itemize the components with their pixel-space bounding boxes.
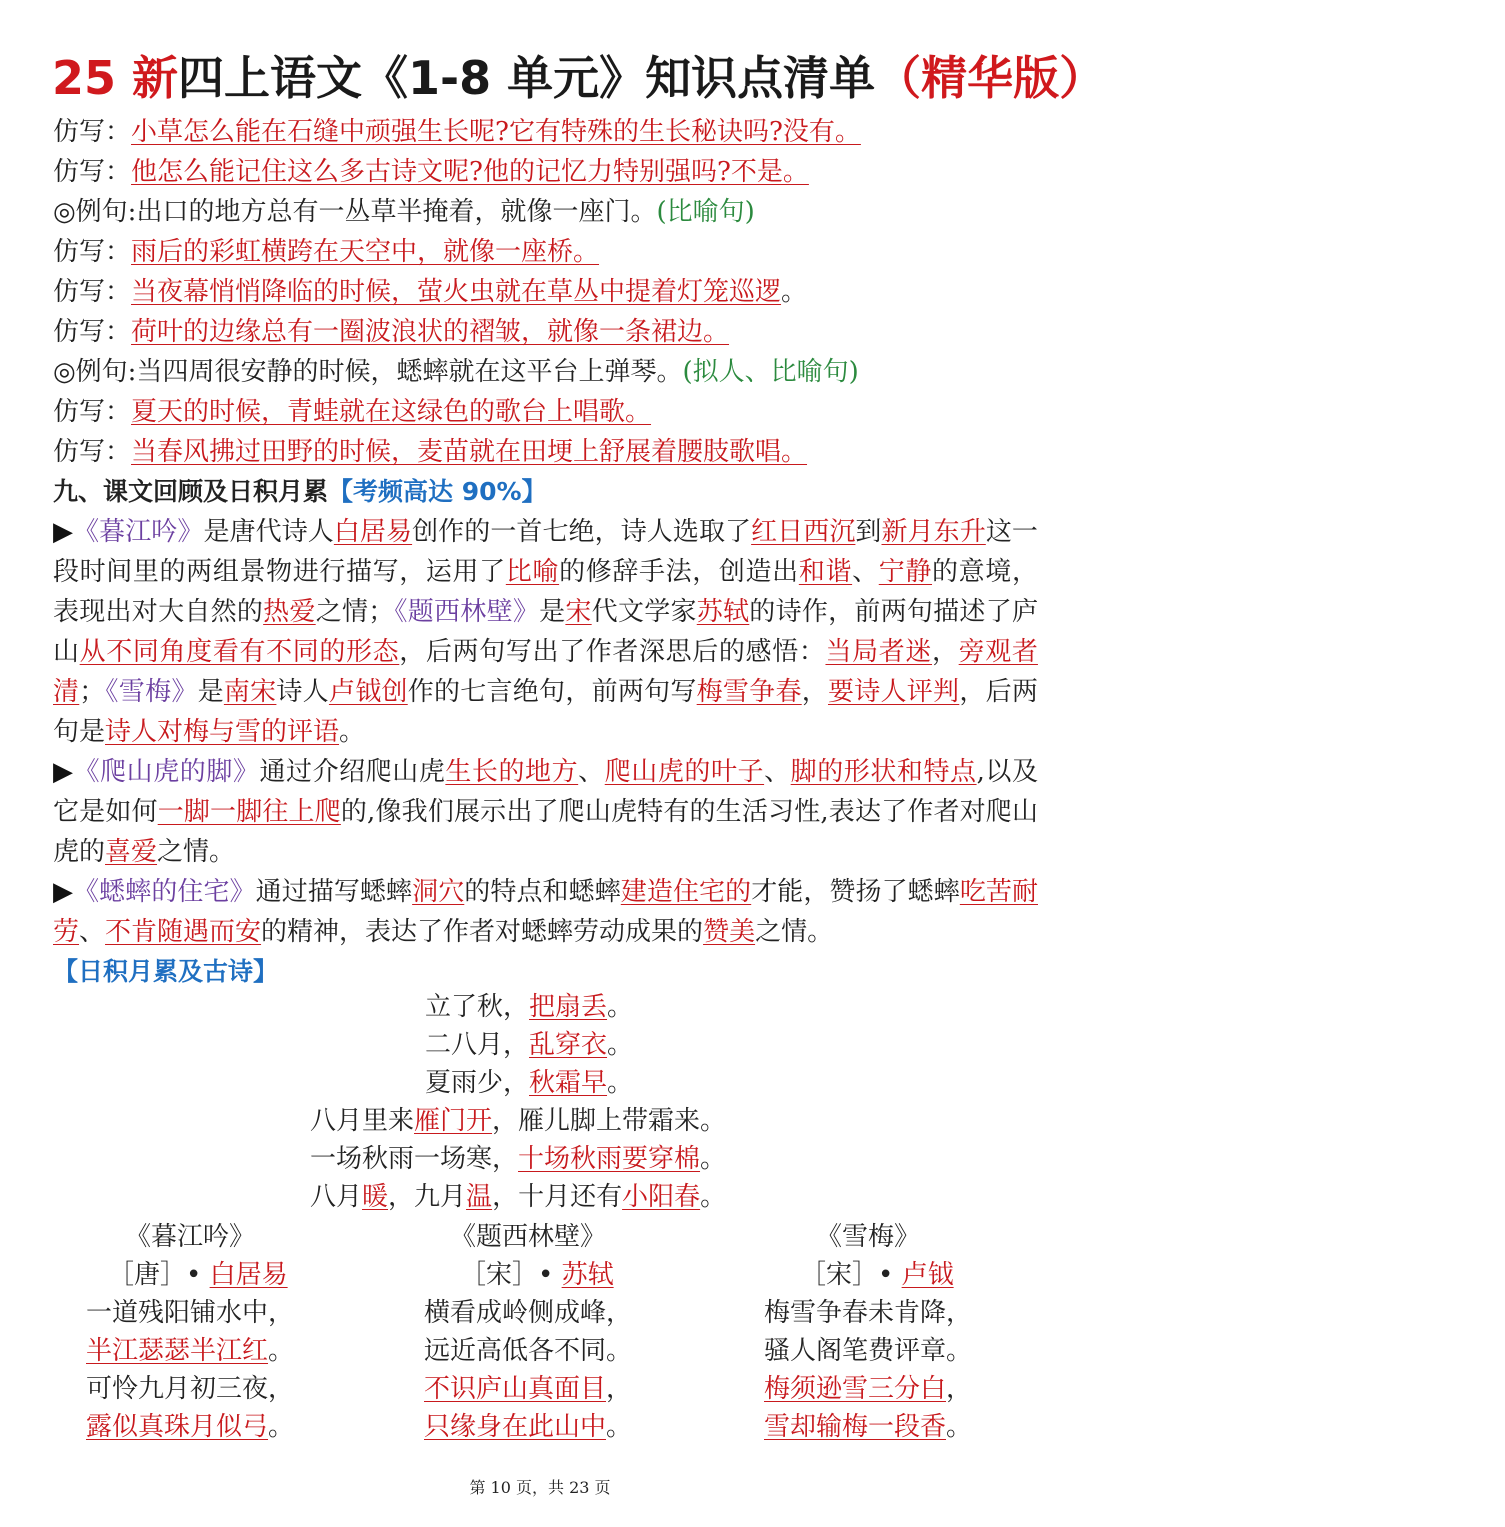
section-heading: 九、课文回顾及日积月累【考频高达 90%】 [53,477,547,506]
sentence-type-tag: (比喻句) [656,197,755,227]
example-sentence: ◎例句:出口的地方总有一丛草半掩着，就像一座门。(比喻句) [53,197,755,227]
title-main: 四上语文《1-8 单元》知识点清单 [178,51,876,105]
imitation-answer: 他怎么能记住这么多古诗文呢?他的记忆力特别强吗?不是。 [131,157,809,187]
poem-title: 《雪梅》 [816,1222,921,1252]
poem-title: 《题西林壁》 [450,1222,607,1252]
proverb-line: 八月暖，九月温，十月还有小阳春。 [310,1182,727,1212]
review-paragraph: ▶《蟋蟀的住宅》通过描写蟋蟀洞穴的特点和蟋蟀建造住宅的才能，赞扬了蟋蟀吃苦耐劳、不肯随遇而安的精神，表达了作者对蟋蟀劳动成果的赞美之情。 [53,877,1038,947]
section-heading-daily: 【日积月累及古诗】 [53,957,279,986]
imitation-line: 仿写：荷叶的边缘总有一圈波浪状的褶皱，就像一条裙边。 [53,317,730,347]
poem-author: 卢钺 [901,1260,954,1290]
frequency-tag: 【考频高达 90%】 [328,477,547,506]
proverb-line: 夏雨少，秋霜早。 [425,1068,634,1098]
imitation-line: 仿写：小草怎么能在石缝中顽强生长呢?它有特殊的生长秘诀吗?没有。 [53,117,861,147]
imitation-answer: 小草怎么能在石缝中顽强生长呢?它有特殊的生长秘诀吗?没有。 [131,117,861,147]
title-number: 25 新 [52,51,179,105]
poem-author-line: ［宋］• 卢钺 [800,1260,954,1290]
example-sentence: ◎例句:当四周很安静的时候，蟋蟀就在这平台上弹琴。(拟人、比喻句) [53,357,859,387]
imitation-line: 仿写：当夜幕悄悄降临的时候，萤火虫就在草丛中提着灯笼巡逻。 [53,277,808,307]
sentence-type-tag: (拟人、比喻句) [682,357,859,387]
poem-title: 《暮江吟》 [125,1222,256,1252]
imitation-line: 仿写：雨后的彩虹横跨在天空中，就像一座桥。 [53,237,600,267]
poem-author-line: ［宋］• 苏轼 [460,1260,614,1290]
proverb-list [0,988,1080,1216]
title-edition: （精华版） [875,51,1106,105]
proverb-line: 八月里来雁门开，雁儿脚上带霜来。 [310,1106,727,1136]
imitation-line: 仿写：他怎么能记住这么多古诗文呢?他的记忆力特别强吗?不是。 [53,157,809,187]
content-body [53,112,1038,992]
imitation-line: 仿写：夏天的时候，青蛙就在这绿色的歌台上唱歌。 [53,397,652,427]
proverb-line: 立了秋，把扇丢。 [425,992,634,1022]
review-paragraph: ▶《暮江吟》是唐代诗人白居易创作的一首七绝，诗人选取了红日西沉到新月东升这一段时间里的两组景物进行描写，运用了比喻的修辞手法，创造出和谐、宁静的意境，表现出对大自然的热爱之情；《题西林壁》是宋代文学家苏轼的诗作，前两句描述了庐山从不同角度看有不同的形态，后两句写出了作者深思后的感悟：当局者迷，旁观者清；《雪梅》是南宋诗人卢钺创作的七言绝句，前两句写梅雪争春，要诗人评判，后两句是诗人对梅与雪的评语。 [53,517,1038,747]
poem-author-line: ［唐］• 白居易 [108,1260,288,1290]
poem-author: 白居易 [209,1260,288,1290]
poem-tixilinbi: 《题西林壁》 ［宋］• 苏轼 横看成岭侧成峰， 远近高低各不同。 不识庐山真面目， 只缘身在此山中。 [424,1218,632,1446]
imitation-line: 仿写：当春风拂过田野的时候，麦苗就在田埂上舒展着腰肢歌唱。 [53,437,808,467]
poem-xuemei: 《雪梅》 ［宋］• 卢钺 梅雪争春未肯降， 骚人阁笔费评章。 梅须逊雪三分白， 雪却输梅一段香。 [764,1218,972,1446]
proverb-line: 一场秋雨一场寒，十场秋雨要穿棉。 [310,1144,727,1174]
proverb-line: 二八月，乱穿衣。 [425,1030,634,1060]
poem-mujiangyin: 《暮江吟》 ［唐］• 白居易 一道残阳铺水中， 半江瑟瑟半江红。 可怜九月初三夜， 露似真珠月似弓。 [86,1218,294,1446]
page-number: 第 10 页，共 23 页 [469,1478,611,1497]
page-title [52,48,1106,108]
review-paragraph: ▶《爬山虎的脚》通过介绍爬山虎生长的地方、爬山虎的叶子、脚的形状和特点,以及它是如何一脚一脚往上爬的,像我们展示出了爬山虎特有的生活习性,表达了作者对爬山虎的喜爱之情。 [53,757,1038,867]
poem-author: 苏轼 [561,1260,614,1290]
